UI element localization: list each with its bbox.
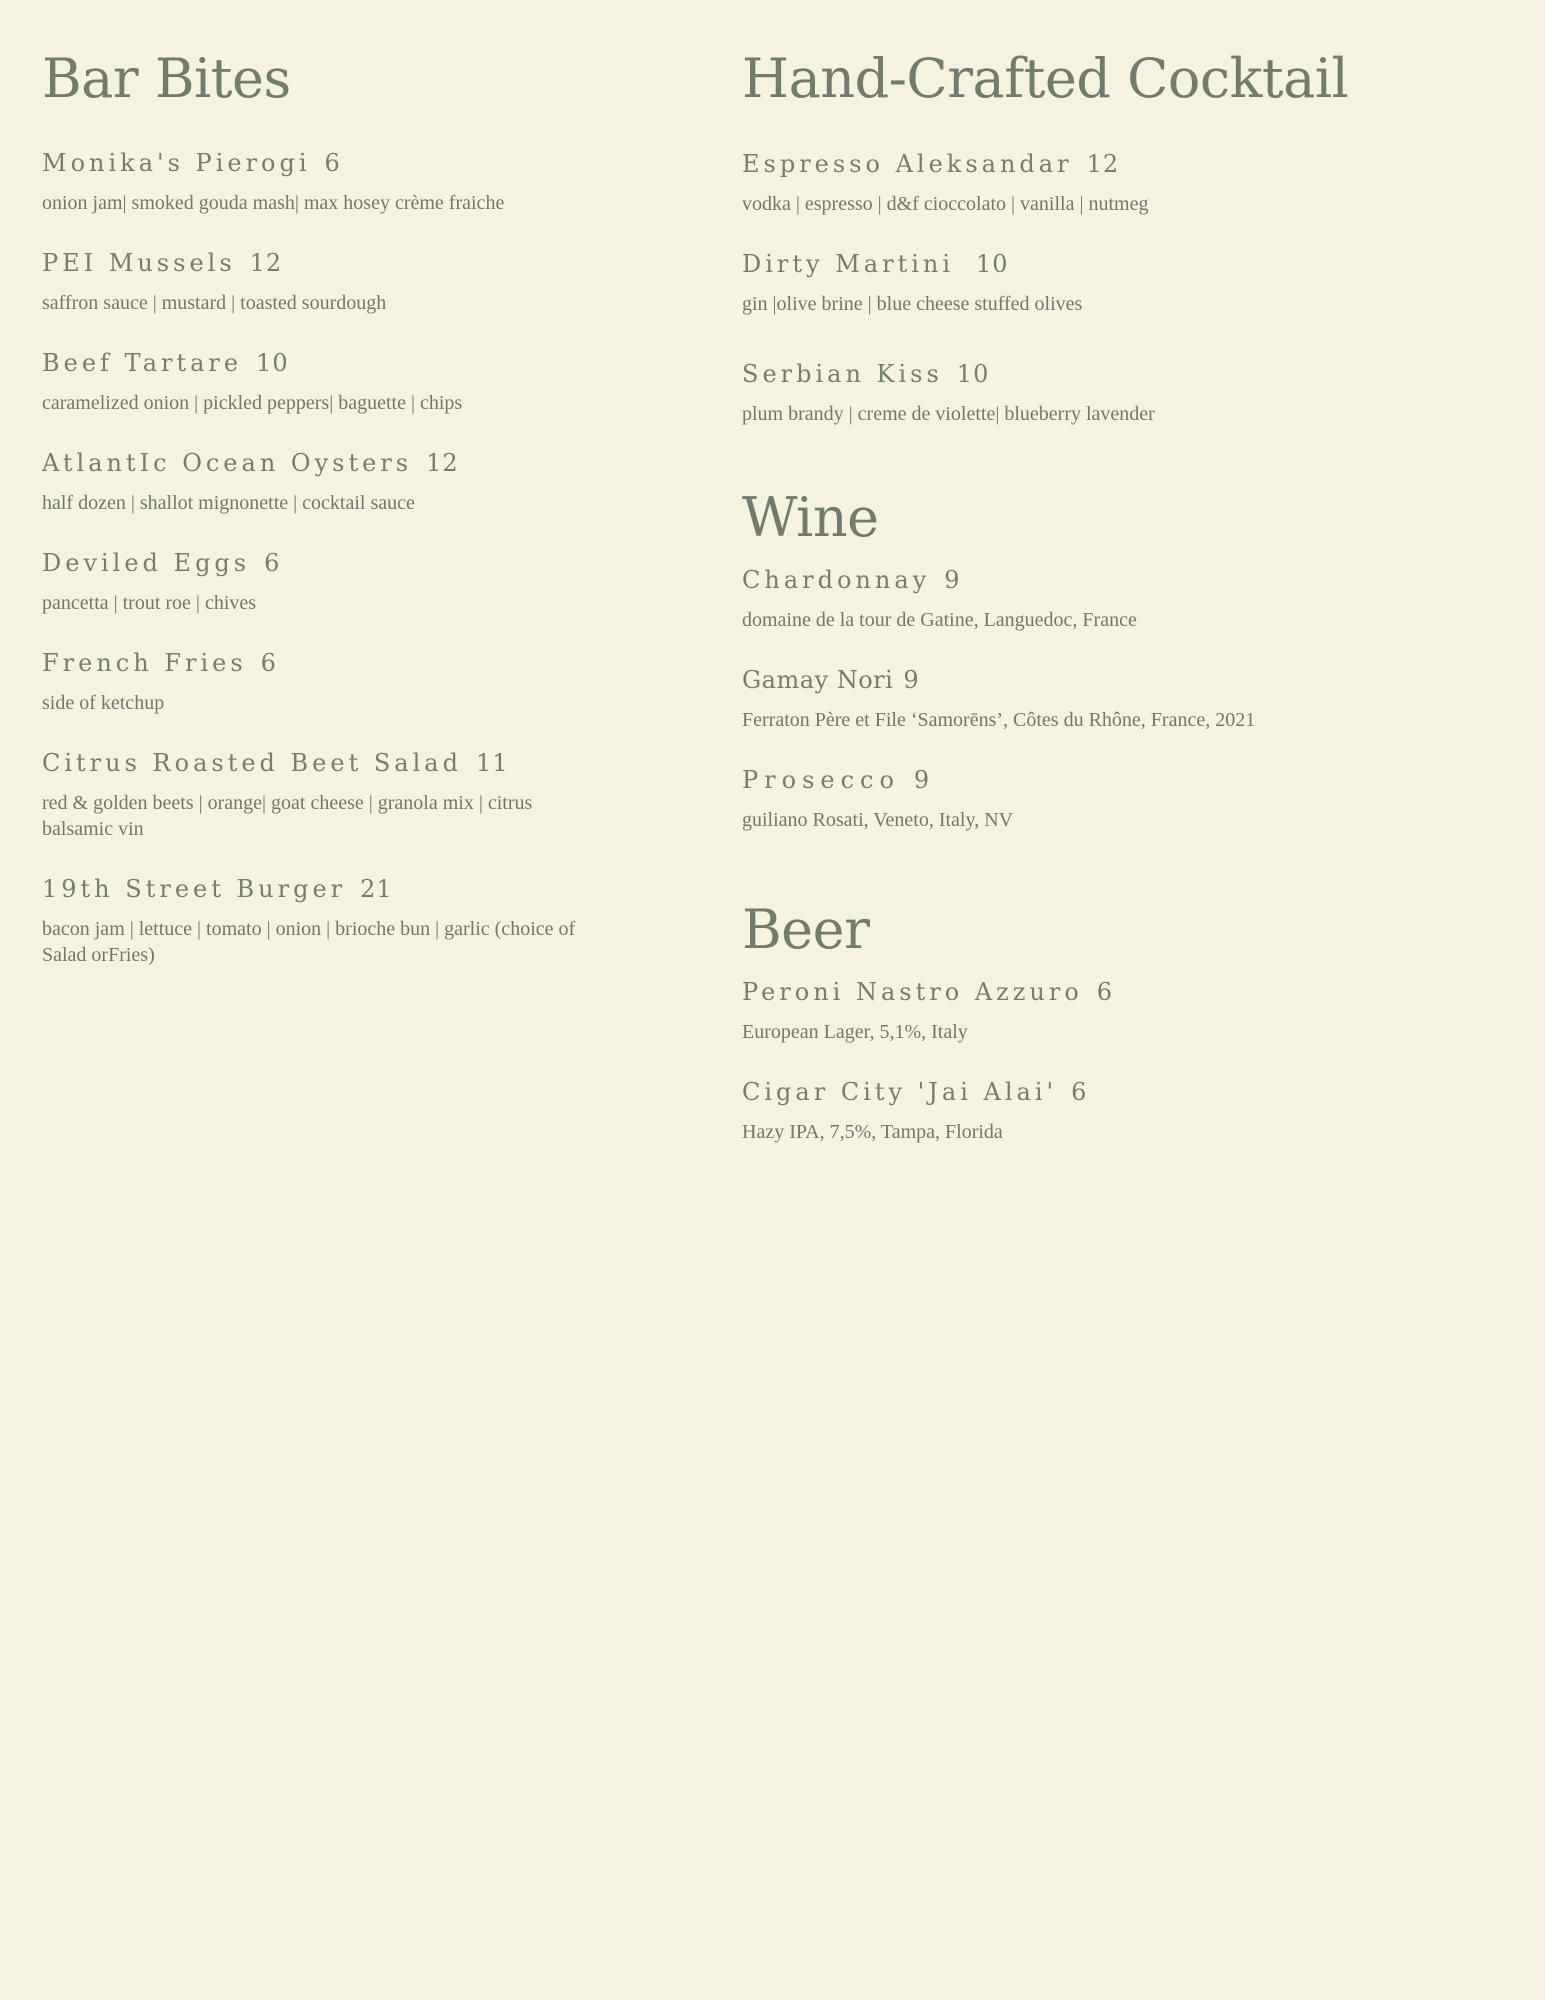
item-price: 12 [1086,150,1120,178]
item-name-line [742,663,1502,697]
item-description: vodka | espresso | d&f cioccolato | vanilla | nutmeg [742,193,1149,215]
cocktails-title: Hand-Crafted Cocktail [742,47,1349,110]
item-price: 10 [976,250,1009,278]
item-name: 19th Street Burger [42,875,347,903]
item-name-line [742,563,1502,597]
item-name: Prosecco [742,766,900,794]
item-name-line [742,147,1502,181]
bar-bites-section [42,38,642,968]
item-description: bacon jam | lettuce | tomato | onion | brioche bun | garlic (choice of Salad orFries) [42,918,576,966]
item-name-line [742,975,1502,1009]
item-name-line [42,346,642,380]
item-description: Hazy IPA, 7,5%, Tampa, Florida [742,1121,1003,1143]
menu-item-deviled-eggs [42,546,642,616]
menu-item-french-fries [42,646,642,716]
item-price: 21 [360,875,393,903]
bar-bites-title: Bar Bites [42,47,291,110]
item-price: 10 [956,360,990,388]
item-name-line [742,1075,1502,1109]
item-name: Serbian Kiss [742,360,943,388]
item-name-line [42,872,642,906]
item-price: 10 [256,349,289,377]
item-name-line [42,646,642,680]
item-description: guiliano Rosati, Veneto, Italy, NV [742,809,1014,831]
item-description: red & golden beets | orange| goat cheese | granola mix | citrus balsamic vin [42,792,533,840]
beer-section [742,889,1502,1145]
menu-item-mussels [42,246,642,316]
drinks-column [742,38,1502,1145]
item-description: saffron sauce | mustard | toasted sourdough [42,292,387,314]
item-price: 12 [249,249,283,277]
item-description: onion jam| smoked gouda mash| max hosey crème fraiche [42,192,505,214]
item-name-line [42,746,642,780]
beer-title: Beer [742,898,870,961]
item-description: side of ketchup [42,692,165,714]
item-price: 9 [903,666,920,694]
item-name: Monika's Pierogi [42,149,311,177]
item-description: plum brandy | creme de violette| blueberry lavender [742,403,1155,425]
item-description: pancetta | trout roe | chives [42,592,257,614]
item-description: domaine de la tour de Gatine, Languedoc, France [742,609,1137,631]
item-name: Peroni Nastro Azzuro [742,978,1083,1006]
menu-item-beet-salad [42,746,642,842]
item-name: Espresso Aleksandar [742,150,1073,178]
menu-item-peroni [742,975,1502,1045]
item-name-line [742,247,1502,281]
menu-item-burger [42,872,642,968]
item-price: 6 [1096,978,1114,1006]
menu-item-pierogi [42,146,642,216]
item-price: 9 [944,566,961,594]
menu-item-gamay-nori [742,663,1502,733]
item-price: 6 [324,149,341,177]
item-name-line [42,546,642,580]
item-name-line [742,763,1502,797]
cocktails-section [742,38,1502,427]
menu-item-espresso-aleksandar [742,147,1502,217]
menu-item-oysters [42,446,642,516]
menu-item-tartare [42,346,642,416]
item-name: AtlantIc Ocean Oysters [42,449,413,477]
menu-item-cigar-city [742,1075,1502,1145]
menu-item-dirty-martini [742,247,1502,317]
menu-item-serbian-kiss [742,357,1502,427]
item-name-line [742,357,1502,391]
item-name: Deviled Eggs [42,549,251,577]
item-name: Citrus Roasted Beet Salad [42,749,462,777]
item-description: gin |olive brine | blue cheese stuffed olives [742,293,1083,315]
item-description: half dozen | shallot mignonette | cocktail sauce [42,492,415,514]
wine-title: Wine [742,486,879,549]
item-name: Chardonnay [742,566,931,594]
item-price: 6 [264,549,281,577]
item-name: Beef Tartare [42,349,243,377]
item-price: 12 [426,449,459,477]
item-description: caramelized onion | pickled peppers| baguette | chips [42,392,463,414]
item-description: European Lager, 5,1%, Italy [742,1021,968,1043]
menu-item-chardonnay [742,563,1502,633]
item-description: Ferraton Père et File ‘Samorēns’, Côtes du Rhône, France, 2021 [742,709,1256,731]
menu-item-prosecco [742,763,1502,833]
item-name: French Fries [42,649,247,677]
item-name: Cigar City 'Jai Alai' [742,1078,1058,1106]
item-name-line [42,446,642,480]
item-price: 6 [1071,1078,1088,1106]
item-name: Gamay Nori [742,666,894,694]
wine-section [742,477,1502,833]
item-price: 9 [913,766,931,794]
item-name-line [42,146,642,180]
item-name: PEI Mussels [42,249,236,277]
item-name: Dirty Martini [742,250,955,278]
item-price: 6 [260,649,277,677]
item-price: 11 [475,749,509,777]
item-name-line [42,246,642,280]
